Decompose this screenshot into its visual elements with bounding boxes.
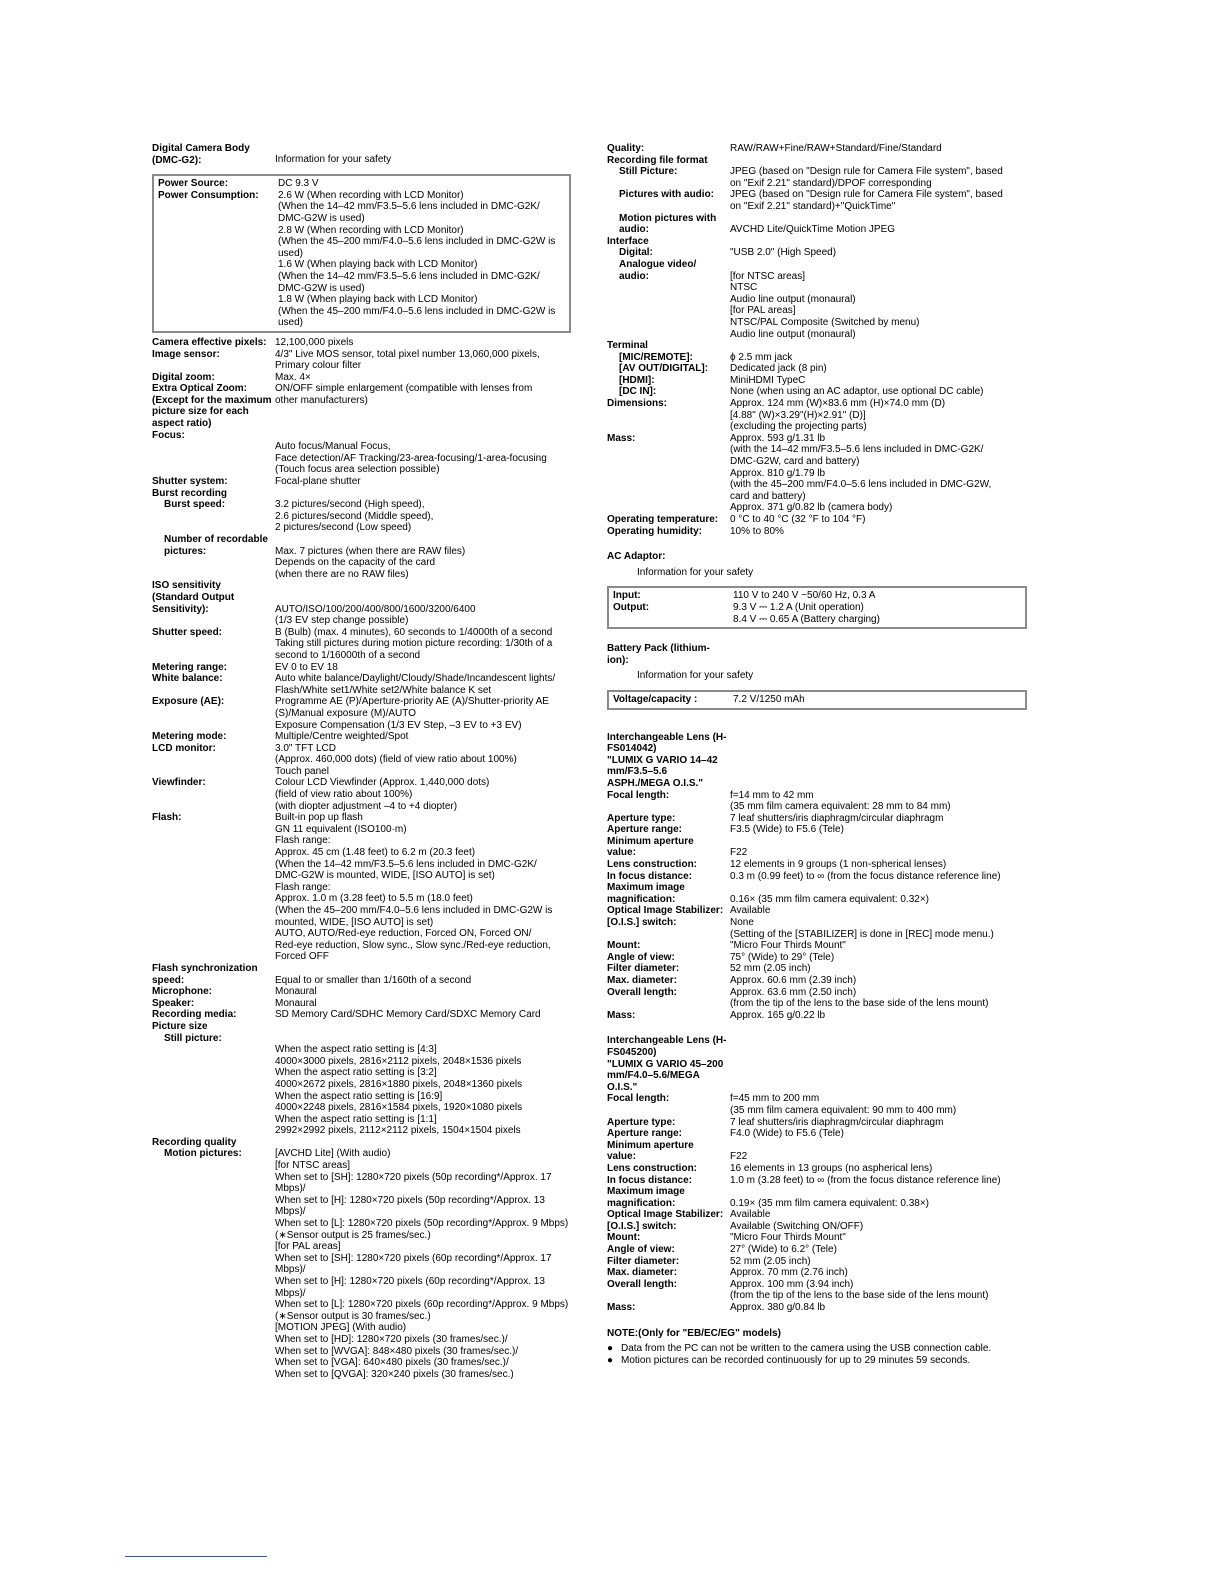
note-text: Data from the PC can not be written to the camera using the USB connection cable. [621, 1343, 992, 1355]
spec-row [152, 1137, 577, 1149]
note-title: NOTE:(Only for "EB/EC/EG" models) [607, 1327, 781, 1339]
spec-value: Available [730, 1209, 771, 1221]
spec-row [152, 383, 577, 429]
spec-value: 12 elements in 9 groups (1 non-spherical lenses) [730, 859, 947, 871]
spec-value: 0.19× (35 mm film camera equivalent: 0.38×) [730, 1197, 929, 1209]
spec-label: Input: [613, 590, 641, 602]
spec-row [607, 526, 1027, 538]
spec-value: f=14 mm to 42 mm (35 mm film camera equivalent: 28 mm to 84 mm) [730, 789, 951, 813]
spec-value: 12,100,000 pixels [275, 336, 354, 348]
right-spec-list [607, 143, 1027, 537]
spec-label: Power Consumption: [158, 189, 259, 201]
spec-row [607, 340, 1027, 352]
spec-value: "Micro Four Thirds Mount" [730, 940, 846, 952]
spec-label: Lens construction: [607, 1162, 698, 1174]
spec-row [607, 433, 1027, 514]
spec-value: Approx. 70 mm (2.76 inch) [730, 1267, 848, 1279]
spec-row [152, 998, 577, 1010]
spec-value: 52 mm (2.05 inch) [730, 1255, 811, 1267]
left-spec-list [152, 337, 577, 1380]
spec-value: Colour LCD Viewfinder (Approx. 1,440,000 dots) (field of view ratio about 100%) (with diopter adjustment –4 to +4 diopter) [275, 777, 490, 812]
spec-label: Angle of view: [607, 951, 675, 963]
spec-label: Lens construction: [607, 859, 698, 871]
spec-label: Analogue video/ audio: [619, 258, 697, 282]
spec-label: White balance: [152, 673, 223, 685]
spec-label: Burst recording [152, 487, 228, 499]
spec-row [152, 743, 577, 778]
bullet-icon: ● [607, 1343, 614, 1355]
spec-label: Number of recordable pictures: [164, 534, 268, 557]
spec-row [607, 905, 1027, 917]
spec-value: [for NTSC areas] NTSC Audio line output (monaural) [for PAL areas] NTSC/PAL Composite (Switched by menu) Audio line output (monaural) [730, 270, 920, 340]
spec-label: Voltage/capacity : [613, 693, 698, 705]
spec-label: Shutter speed: [152, 626, 223, 638]
spec-value: 52 mm (2.05 inch) [730, 963, 811, 975]
spec-value: "USB 2.0" (High Speed) [730, 247, 837, 259]
spec-label: Mount: [607, 1232, 641, 1244]
spec-value: [AVCHD Lite] (With audio) [for NTSC areas] When set to [SH]: 1280×720 pixels (50p recording*/Approx. 17 Mbps)/ When set to [H]: 1280×720 pixels (50p recording*/Approx. 13 Mbps)/ When set to [L]: 1280×720 pixels (50p recording*/Approx. 9 Mbps) (∗Sensor output is 25 frames/sec.) [for PAL areas] When set to [SH]: 1280×720 pixels (60p recording*/Approx. 17 Mbps)/ When set to [H]: 1280×720 pixels (60p recording*/Approx. 13 Mbps)/ When set to [L]: 1280×720 pixels (60p recording*/Approx. 9 Mbps) (∗Sensor output is 30 frames/sec.) [MOTION JPEG] (With audio) When set to [HD]: 1280×720 pixels (30 frames/sec.)/ When set to [WVGA]: 848×480 pixels (30 frames/sec.)/ When set to [VGA]: 640×480 pixels (30 frames/sec.)/ When set to [QVGA]: 320×240 pixels (30 frames/sec.) [275, 1148, 569, 1380]
spec-label: Camera effective pixels: [152, 336, 267, 348]
camera-body-header [152, 143, 577, 166]
spec-label: Filter diameter: [607, 1255, 680, 1267]
spec-label: Recording media: [152, 1009, 237, 1021]
spec-label: Output: [613, 601, 650, 613]
spec-row [607, 987, 1027, 1010]
spec-row [152, 488, 577, 500]
spec-label: [O.I.S.] switch: [607, 1220, 677, 1232]
spec-row [607, 247, 1027, 259]
spec-value: Approx. 593 g/1.31 lb (with the 14–42 mm/F3.5–5.6 lens included in DMC-G2K/ DMC-G2W, card and battery) Approx. 810 g/1.79 lb (with the 45–200 mm/F4.0–5.6 lens included in DMC-G2W, card and battery) Approx. 371 g/0.82 lb (camera body) [730, 432, 992, 514]
spec-row [152, 1009, 577, 1021]
spec-row [607, 1010, 1027, 1022]
spec-label: Mount: [607, 940, 641, 952]
spec-value: 9.3 V ⎓ 1.2 A (Unit operation) 8.4 V ⎓ 0.65 A (Battery charging) [733, 601, 880, 625]
spec-row [607, 155, 1027, 167]
spec-row [607, 917, 1027, 940]
note-text: Motion pictures can be recorded continuously for up to 29 minutes 59 seconds. [621, 1354, 971, 1366]
spec-label: Overall length: [607, 986, 678, 998]
spec-value: When the aspect ratio setting is [4:3] 4000×3000 pixels, 2816×2112 pixels, 2048×1536 pixels When the aspect ratio setting is [3:2] 4000×2672 pixels, 2816×1880 pixels, 2048×1360 pixels When the aspect ratio setting is [16:9] 4000×2248 pixels, 2816×1584 pixels, 1920×1080 pixels When the aspect ratio setting is [1:1] 2992×2992 pixels, 2112×2112 pixels, 1504×1504 pixels [275, 1044, 523, 1137]
spec-row [607, 1209, 1027, 1221]
battery-safety: Information for your safety [637, 670, 754, 682]
spec-row [607, 975, 1027, 987]
spec-label: Mass: [607, 1009, 636, 1021]
spec-row [152, 662, 577, 674]
spec-label: Max. diameter: [607, 975, 678, 986]
spec-label: Digital zoom: [152, 371, 215, 383]
spec-row [607, 363, 1027, 375]
spec-value: 7 leaf shutters/iris diaphragm/circular diaphragm [730, 1116, 944, 1128]
spec-row [607, 143, 1027, 155]
spec-label: Power Source: [158, 178, 229, 190]
spec-value: Max. 7 pictures (when there are RAW files) Depends on the capacity of the card (when there are no RAW files) [275, 545, 466, 580]
spec-row [607, 259, 1027, 340]
spec-value: DC 9.3 V [278, 178, 319, 190]
spec-row [607, 882, 1027, 905]
spec-value: Monaural [275, 986, 317, 998]
spec-row [607, 166, 1027, 189]
spec-label: Recording file format [607, 154, 708, 166]
spec-label: Focus: [152, 429, 185, 441]
battery-box [607, 690, 1027, 710]
spec-value: 3.2 pictures/second (High speed), 2.6 pictures/second (Middle speed), 2 pictures/second (Low speed) [275, 499, 434, 534]
spec-label: Picture size [152, 1020, 208, 1032]
battery-title: Battery Pack (lithium-ion): [607, 643, 710, 666]
spec-value: Approx. 380 g/0.84 lb [730, 1302, 826, 1314]
spec-row [152, 812, 577, 963]
spec-row [152, 627, 577, 662]
spec-row [607, 352, 1027, 364]
spec-label: Shutter system: [152, 476, 228, 488]
spec-row [607, 213, 1027, 236]
spec-label: [O.I.S.] switch: [607, 917, 677, 929]
spec-value: Dedicated jack (8 pin) [730, 363, 827, 375]
spec-value: 7 leaf shutters/iris diaphragm/circular diaphragm [730, 812, 944, 824]
spec-label: Digital: [619, 247, 653, 259]
spec-label: Mass: [607, 432, 636, 444]
spec-row [607, 1186, 1027, 1209]
spec-row [607, 1128, 1027, 1140]
spec-row [152, 673, 577, 696]
spec-label: Still picture: [164, 1032, 222, 1044]
spec-label: Aperture range: [607, 1128, 683, 1140]
spec-label: Operating temperature: [607, 514, 719, 525]
spec-value: 3.0" TFT LCD (Approx. 460,000 dots) (field of view ratio about 100%) Touch panel [275, 742, 517, 777]
spec-label: Maximum image magnification: [607, 882, 685, 905]
spec-label: [HDMI]: [619, 374, 655, 386]
spec-label: Motion pictures with audio: [619, 212, 717, 236]
spec-label: Filter diameter: [607, 963, 680, 975]
spec-value: F3.5 (Wide) to F5.6 (Tele) [730, 824, 844, 836]
spec-row [607, 189, 1027, 212]
spec-label: Recording quality [152, 1136, 237, 1148]
spec-row [152, 580, 577, 626]
spec-row [607, 1093, 1027, 1116]
spec-row [607, 398, 1027, 433]
spec-row [607, 824, 1027, 836]
spec-label: Metering mode: [152, 731, 227, 743]
spec-value: Auto white balance/Daylight/Cloudy/Shade/Incandescent lights/ Flash/White set1/White set2/White balance K set [275, 673, 556, 696]
spec-row [158, 190, 565, 329]
spec-row [152, 777, 577, 812]
spec-row [607, 1244, 1027, 1256]
spec-label: Still Picture: [619, 166, 678, 178]
lens2-spec-list [607, 1093, 1027, 1313]
spec-row [152, 696, 577, 731]
spec-row [152, 349, 577, 372]
spec-row [607, 375, 1027, 387]
spec-label: Aperture range: [607, 824, 683, 836]
spec-row [607, 236, 1027, 248]
spec-label: LCD monitor: [152, 742, 216, 754]
spec-row [607, 1117, 1027, 1129]
spec-value: 7.2 V/1250 mAh [733, 693, 805, 705]
spec-row [613, 590, 1021, 602]
spec-value: F4.0 (Wide) to F5.6 (Tele) [730, 1128, 844, 1140]
spec-label: Aperture type: [607, 812, 676, 824]
spec-row [152, 534, 577, 580]
spec-value: Built-in pop up flash GN 11 equivalent (ISO100·m) Flash range: Approx. 45 cm (1.48 feet) to 6.2 m (20.3 feet) (When the 14–42 mm/F3.5–5.6 lens included in DMC-G2K/ DMC-G2W is mounted, WIDE, [ISO AUTO] is set) Flash range: Approx. 1.0 m (3.28 feet) to 5.5 m (18.0 feet) (When the 45–200 mm/F4.0–5.6 lens included in DMC-G2W is mounted, WIDE, [ISO AUTO] is set) AUTO, AUTO/Red-eye reduction, Forced ON, Forced ON/ Red-eye reduction, Slow sync., Slow sync./Red-eye reduction, Forced OFF [275, 812, 553, 963]
spec-value: None (Setting of the [STABILIZER] is done in [REC] mode menu.) [730, 917, 994, 940]
ac-adaptor-box [607, 586, 1027, 629]
lens1-spec-list [607, 790, 1027, 1022]
spec-row [607, 514, 1027, 526]
spec-value: Max. 4× [275, 371, 311, 383]
lens2-title: Interchangeable Lens (H-FS045200) "LUMIX G VARIO 45–200 mm/F4.0–5.6/MEGA O.I.S." [607, 1035, 727, 1093]
spec-row [152, 731, 577, 743]
spec-value: "Micro Four Thirds Mount" [730, 1232, 846, 1244]
spec-value: Monaural [275, 997, 317, 1009]
spec-row [152, 1033, 577, 1137]
spec-value: B (Bulb) (max. 4 minutes), 60 seconds to 1/4000th of a second Taking still pictures during motion picture recording: 1/30th of a second to 1/16000th of a second [275, 626, 553, 661]
spec-label: Focal length: [607, 789, 670, 801]
spec-value: ON/OFF simple enlargement (compatible with lenses from other manufacturers) [275, 383, 533, 406]
spec-label: Image sensor: [152, 348, 220, 360]
spec-row [607, 1175, 1027, 1187]
ac-adaptor-title: AC Adaptor: [607, 551, 666, 563]
spec-label: Motion pictures: [164, 1148, 242, 1160]
spec-value: 4/3" Live MOS sensor, total pixel number 13,060,000 pixels, Primary colour filter [275, 348, 540, 372]
ac-adaptor-safety: Information for your safety [637, 566, 754, 578]
spec-value: 110 V to 240 V ~50/60 Hz, 0.3 A [733, 590, 876, 602]
spec-row [607, 952, 1027, 964]
spec-value: Programme AE (P)/Aperture-priority AE (A)/Shutter-priority AE (S)/Manual exposure (M)/AUTO Exposure Compensation (1/3 EV Step, –3 EV to +3 EV) [275, 696, 549, 731]
spec-label: Maximum image magnification: [607, 1186, 685, 1209]
spec-row [607, 1163, 1027, 1175]
spec-value: F22 [730, 847, 748, 859]
spec-value: 27° (Wide) to 6.2° (Tele) [730, 1244, 837, 1256]
spec-row [613, 694, 1021, 706]
spec-row [152, 1021, 577, 1033]
spec-label: Aperture type: [607, 1116, 676, 1128]
spec-label: Exposure (AE): [152, 696, 225, 708]
spec-row [158, 178, 565, 190]
spec-value: 0.3 m (0.99 feet) to ∞ (from the focus distance reference line) [730, 870, 1001, 882]
spec-label: Flash synchronization speed: [152, 962, 258, 986]
spec-label: Interface [607, 235, 649, 247]
spec-row [607, 1140, 1027, 1163]
spec-row [607, 859, 1027, 871]
spec-value: Approx. 60.6 mm (2.39 inch) [730, 975, 857, 986]
spec-row [607, 1256, 1027, 1268]
spec-value: JPEG (based on "Design rule for Camera File system", based on "Exif 2.21" standard)/DPOF corresponding [730, 166, 1003, 189]
spec-value: F22 [730, 1151, 748, 1163]
spec-label: Quality: [607, 143, 645, 154]
spec-row [607, 1267, 1027, 1279]
spec-value: MiniHDMI TypeC [730, 374, 806, 386]
spec-label: Focal length: [607, 1093, 670, 1105]
spec-label: Speaker: [152, 997, 195, 1009]
spec-value: 16 elements in 13 groups (no aspherical lens) [730, 1162, 933, 1174]
spec-value: ϕ 2.5 mm jack [730, 351, 793, 363]
spec-label: Optical Image Stabilizer: [607, 1209, 724, 1221]
camera-body-safety: Information for your safety [275, 154, 392, 165]
spec-label: [DC IN]: [619, 386, 657, 398]
spec-value: Approx. 124 mm (W)×83.6 mm (H)×74.0 mm (D) [4.88" (W)×3.29"(H)×2.91" (D)] (excluding the projecting parts) [730, 398, 946, 433]
spec-value: AUTO/ISO/100/200/400/800/1600/3200/6400 (1/3 EV step change possible) [275, 603, 476, 627]
power-box [152, 174, 571, 333]
spec-label: Max. diameter: [607, 1267, 678, 1279]
spec-label: Minimum aperture value: [607, 835, 694, 859]
spec-row [152, 372, 577, 384]
right-column [607, 143, 1027, 1366]
left-column [152, 143, 577, 1380]
spec-row [152, 337, 577, 349]
spec-label: Minimum aperture value: [607, 1139, 694, 1163]
spec-row [607, 836, 1027, 859]
spec-label: In focus distance: [607, 1174, 693, 1186]
spec-value: Approx. 165 g/0.22 lb [730, 1009, 826, 1021]
spec-value: 1.0 m (3.28 feet) to ∞ (from the focus distance reference line) [730, 1174, 1001, 1186]
spec-value: 2.6 W (When recording with LCD Monitor) (When the 14–42 mm/F3.5–5.6 lens included in DMC-G2K/ DMC-G2W is used) 2.8 W (When recording with LCD Monitor) (When the 45–200 mm/F4.0–5.6 lens included in DMC-G2W is used) 1.6 W (When playing back with LCD Monitor) (When the 14–42 mm/F3.5–5.6 lens included in DMC-G2K/ DMC-G2W is used) 1.8 W (When playing back with LCD Monitor) (When the 45–200 mm/F4.0–5.6 lens included in DMC-G2W is used) [278, 189, 556, 329]
spec-label: Burst speed: [164, 499, 226, 511]
spec-label: Flash: [152, 812, 182, 824]
note-bullet [607, 1355, 1027, 1367]
spec-label: ISO sensitivity (Standard Output Sensitivity): [152, 580, 235, 615]
spec-row [607, 1221, 1027, 1233]
spec-row [152, 986, 577, 998]
spec-row [152, 1148, 577, 1380]
spec-row [607, 940, 1027, 952]
spec-value: Auto focus/Manual Focus, Face detection/AF Tracking/23-area-focusing/1-area-focusing (Touch focus area selection possible) [275, 441, 547, 476]
spec-row [152, 430, 577, 476]
spec-value: RAW/RAW+Fine/RAW+Standard/Fine/Standard [730, 143, 942, 154]
spec-label: Extra Optical Zoom: (Except for the maximum picture size for each aspect ratio) [152, 383, 272, 430]
spec-value: 75° (Wide) to 29° (Tele) [730, 951, 835, 963]
spec-row [613, 602, 1021, 625]
spec-value: 0 °C to 40 °C (32 °F to 104 °F) [730, 514, 866, 525]
spec-label: [AV OUT/DIGITAL]: [619, 363, 709, 375]
spec-label: Pictures with audio: [619, 189, 715, 201]
spec-row [607, 790, 1027, 813]
lens1-title: Interchangeable Lens (H-FS014042) "LUMIX G VARIO 14–42 mm/F3.5–5.6 ASPH./MEGA O.I.S." [607, 731, 727, 789]
spec-label: Optical Image Stabilizer: [607, 905, 724, 917]
spec-row [152, 963, 577, 986]
spec-value: Approx. 100 mm (3.94 inch) (from the tip of the lens to the base side of the lens mount) [730, 1278, 989, 1302]
spec-label: Metering range: [152, 661, 228, 673]
spec-value: Available [730, 905, 771, 917]
spec-label: Microphone: [152, 986, 212, 998]
footer-divider [125, 1556, 267, 1557]
spec-row [607, 1302, 1027, 1314]
spec-label: Dimensions: [607, 398, 668, 410]
spec-row [607, 1279, 1027, 1302]
spec-value: SD Memory Card/SDHC Memory Card/SDXC Memory Card [275, 1009, 541, 1021]
spec-label: [MIC/REMOTE]: [619, 351, 693, 363]
camera-body-title: Digital Camera Body (DMC-G2): [152, 143, 250, 166]
spec-value: 10% to 80% [730, 525, 784, 537]
spec-row [607, 1232, 1027, 1244]
spec-label: Overall length: [607, 1278, 678, 1290]
spec-label: In focus distance: [607, 870, 693, 882]
spec-value: Multiple/Centre weighted/Spot [275, 731, 409, 743]
spec-label: Operating humidity: [607, 525, 702, 537]
spec-value: Approx. 63.6 mm (2.50 inch) (from the tip of the lens to the base side of the lens mount) [730, 986, 989, 1010]
spec-row [152, 499, 577, 534]
spec-value: AVCHD Lite/QuickTime Motion JPEG [730, 224, 896, 236]
spec-value: Available (Switching ON/OFF) [730, 1220, 864, 1232]
bullet-icon: ● [607, 1354, 614, 1366]
spec-value: Focal-plane shutter [275, 476, 361, 488]
spec-value: f=45 mm to 200 mm (35 mm film camera equivalent: 90 mm to 400 mm) [730, 1093, 957, 1116]
spec-value: Equal to or smaller than 1/160th of a second [275, 974, 472, 986]
spec-label: Terminal [607, 340, 648, 352]
spec-row [607, 963, 1027, 975]
spec-row [607, 871, 1027, 883]
spec-value: EV 0 to EV 18 [275, 661, 338, 673]
spec-label: Angle of view: [607, 1244, 675, 1256]
spec-row [607, 813, 1027, 825]
note-bullet [607, 1343, 1027, 1355]
spec-value: 0.16× (35 mm film camera equivalent: 0.32×) [730, 893, 929, 905]
spec-value: JPEG (based on "Design rule for Camera File system", based on "Exif 2.21" standard)+"QuickTime" [730, 189, 1003, 212]
spec-row [607, 386, 1027, 398]
spec-value: None (when using an AC adaptor, use optional DC cable) [730, 386, 984, 398]
spec-row [152, 476, 577, 488]
spec-label: Mass: [607, 1302, 636, 1314]
spec-label: Viewfinder: [152, 777, 206, 789]
